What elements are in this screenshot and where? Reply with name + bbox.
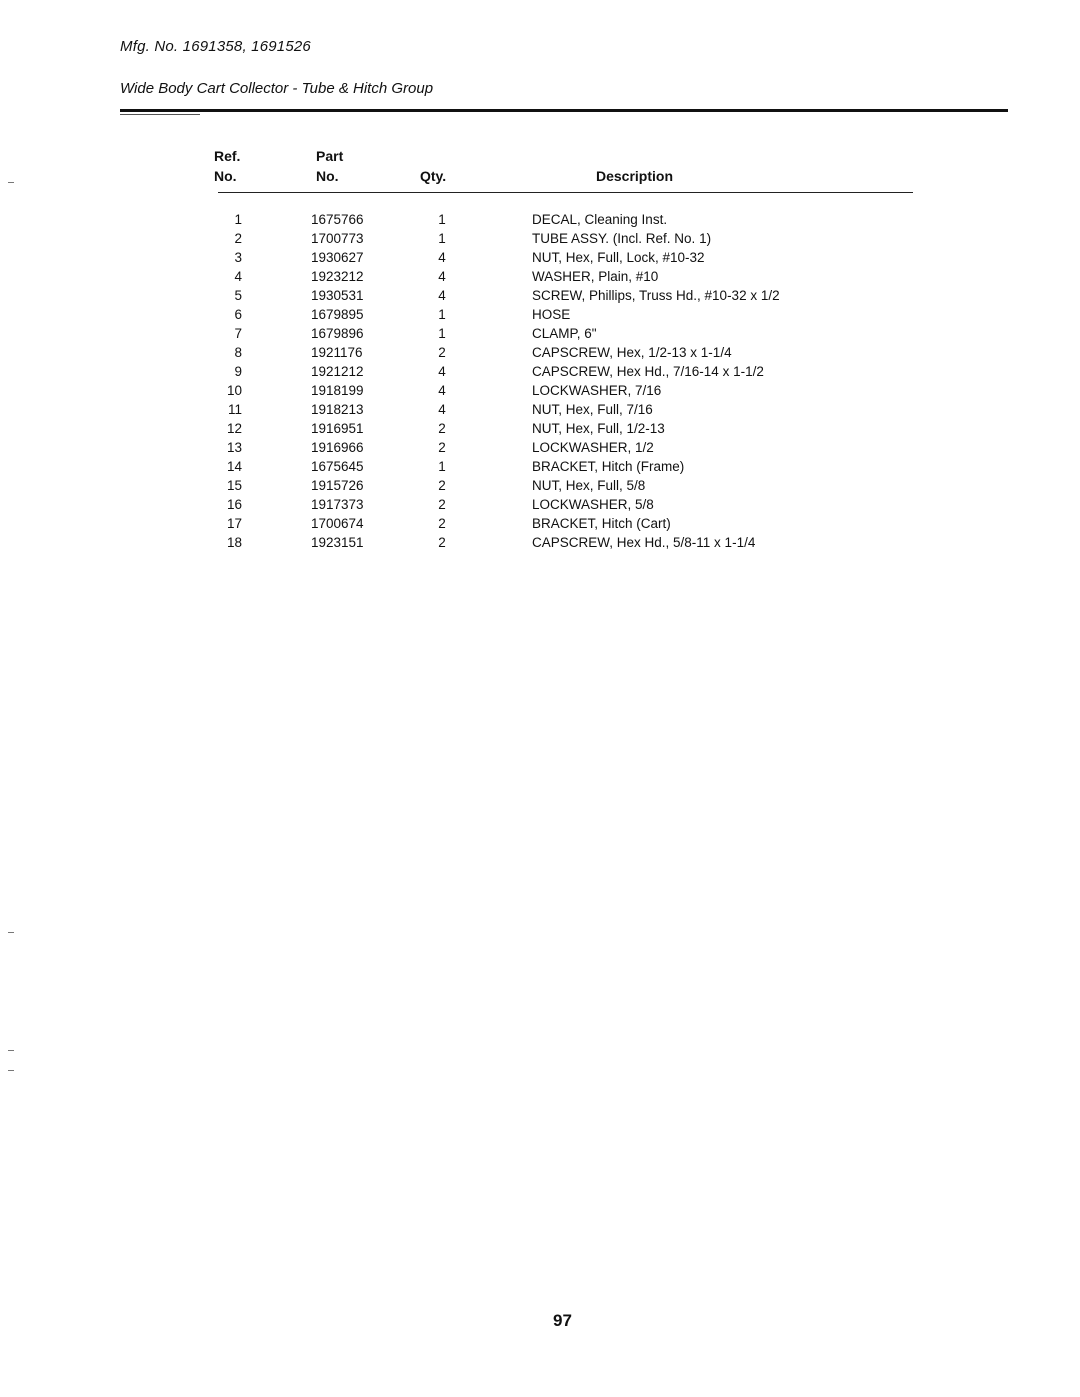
table-row (0, 324, 1080, 343)
group-title: Wide Body Cart Collector - Tube & Hitch Group (120, 80, 434, 97)
description: DECAL, Cleaning Inst. (532, 212, 668, 227)
description: TUBE ASSY. (Incl. Ref. No. 1) (532, 231, 712, 246)
description: CAPSCREW, Hex Hd., 5/8-11 x 1-1/4 (532, 535, 756, 550)
quantity: 4 (438, 250, 446, 265)
description: CAPSCREW, Hex Hd., 7/16-14 x 1-1/2 (532, 364, 764, 379)
mfg-number: Mfg. No. 1691358, 1691526 (120, 38, 311, 55)
margin-mark (8, 1070, 14, 1071)
quantity: 2 (438, 535, 446, 550)
ref-number: 16 (226, 497, 242, 512)
table-row (0, 495, 1080, 514)
quantity: 2 (438, 440, 446, 455)
description: BRACKET, Hitch (Cart) (532, 516, 671, 531)
table-row (0, 533, 1080, 552)
ref-number: 13 (226, 440, 242, 455)
ref-number: 11 (227, 402, 242, 417)
quantity: 4 (438, 269, 446, 284)
header-rule (120, 109, 1008, 112)
quantity: 4 (438, 402, 446, 417)
part-number: 1923212 (311, 269, 364, 284)
margin-mark (8, 182, 14, 183)
description: CLAMP, 6" (532, 326, 597, 341)
quantity: 4 (438, 383, 446, 398)
part-number: 1916951 (311, 421, 364, 436)
description: HOSE (532, 307, 571, 322)
description: BRACKET, Hitch (Frame) (532, 459, 685, 474)
ref-number: 4 (234, 269, 242, 284)
col-header-part-line1: Part (316, 148, 344, 164)
quantity: 1 (438, 231, 446, 246)
col-header-ref-line2: No. (214, 168, 237, 184)
quantity: 1 (438, 307, 446, 322)
ref-number: 9 (234, 364, 242, 379)
ref-number: 14 (226, 459, 242, 474)
column-header-rule (218, 192, 913, 193)
table-row (0, 400, 1080, 419)
ref-number: 6 (234, 307, 242, 322)
description: SCREW, Phillips, Truss Hd., #10-32 x 1/2 (532, 288, 780, 303)
margin-mark (8, 932, 14, 933)
part-number: 1923151 (311, 535, 364, 550)
part-number: 1915726 (311, 478, 364, 493)
header-rule-accent (120, 114, 200, 115)
col-header-part-line2: No. (316, 168, 339, 184)
table-row (0, 210, 1080, 229)
quantity: 4 (438, 288, 446, 303)
part-number: 1917373 (311, 497, 364, 512)
part-number: 1918213 (311, 402, 364, 417)
quantity: 4 (438, 364, 446, 379)
quantity: 1 (438, 459, 446, 474)
ref-number: 1 (234, 212, 242, 227)
table-row (0, 476, 1080, 495)
ref-number: 10 (226, 383, 242, 398)
table-row (0, 438, 1080, 457)
description: NUT, Hex, Full, 7/16 (532, 402, 653, 417)
table-row (0, 286, 1080, 305)
quantity: 2 (438, 421, 446, 436)
table-row (0, 457, 1080, 476)
table-row (0, 229, 1080, 248)
table-row (0, 267, 1080, 286)
ref-number: 3 (234, 250, 242, 265)
part-number: 1679895 (311, 307, 364, 322)
description: NUT, Hex, Full, Lock, #10-32 (532, 250, 705, 265)
table-row (0, 381, 1080, 400)
col-header-description: Description (596, 168, 674, 184)
part-number: 1916966 (311, 440, 364, 455)
page-number: 97 (553, 1311, 572, 1330)
quantity: 2 (438, 516, 446, 531)
ref-number: 18 (226, 535, 242, 550)
description: NUT, Hex, Full, 1/2-13 (532, 421, 665, 436)
table-row (0, 419, 1080, 438)
ref-number: 2 (234, 231, 242, 246)
quantity: 2 (438, 497, 446, 512)
part-number: 1930627 (311, 250, 364, 265)
part-number: 1921176 (311, 345, 363, 360)
ref-number: 8 (234, 345, 242, 360)
table-row (0, 362, 1080, 381)
col-header-qty: Qty. (420, 168, 447, 184)
part-number: 1679896 (311, 326, 364, 341)
quantity: 1 (438, 326, 446, 341)
part-number: 1675645 (311, 459, 364, 474)
description: NUT, Hex, Full, 5/8 (532, 478, 646, 493)
quantity: 1 (438, 212, 446, 227)
col-header-ref-line1: Ref. (214, 148, 241, 164)
table-row (0, 305, 1080, 324)
table-row (0, 514, 1080, 533)
margin-mark (8, 1050, 14, 1051)
quantity: 2 (438, 345, 446, 360)
table-row (0, 248, 1080, 267)
description: CAPSCREW, Hex, 1/2-13 x 1-1/4 (532, 345, 732, 360)
part-number: 1921212 (311, 364, 364, 379)
ref-number: 15 (226, 478, 242, 493)
ref-number: 12 (226, 421, 242, 436)
part-number: 1700773 (311, 231, 364, 246)
ref-number: 7 (234, 326, 242, 341)
part-number: 1930531 (311, 288, 364, 303)
ref-number: 17 (226, 516, 242, 531)
part-number: 1918199 (311, 383, 364, 398)
parts-list (0, 210, 1080, 552)
part-number: 1675766 (311, 212, 364, 227)
description: LOCKWASHER, 7/16 (532, 383, 662, 398)
ref-number: 5 (234, 288, 242, 303)
table-row (0, 343, 1080, 362)
part-number: 1700674 (311, 516, 364, 531)
description: WASHER, Plain, #10 (532, 269, 659, 284)
description: LOCKWASHER, 1/2 (532, 440, 654, 455)
quantity: 2 (438, 478, 446, 493)
description: LOCKWASHER, 5/8 (532, 497, 654, 512)
